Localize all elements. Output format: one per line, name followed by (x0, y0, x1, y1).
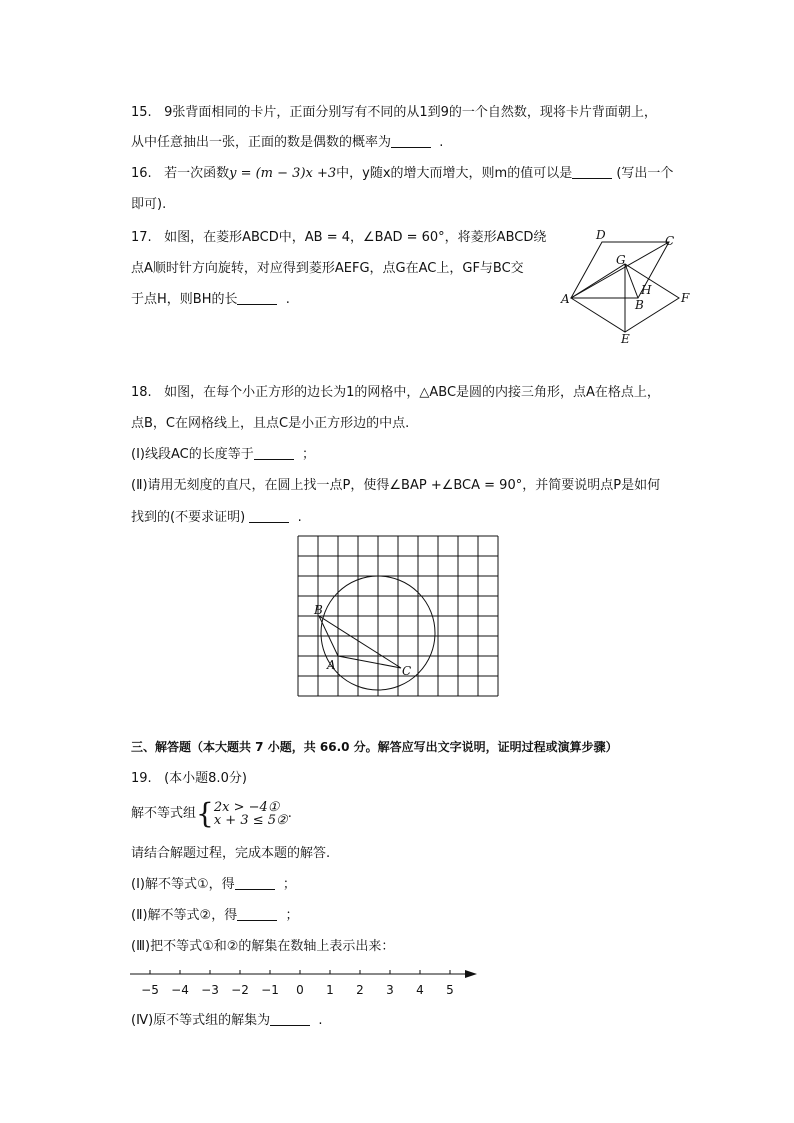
grid-label-c: C (402, 664, 412, 678)
q18-part2-end: . (297, 510, 302, 525)
q17-line2 (131, 260, 524, 278)
axis-tick-label: −4 (171, 983, 189, 997)
q16-text-line2: 即可). (131, 197, 167, 212)
q19-step4 (131, 1012, 323, 1030)
q18-part2-blank[interactable] (249, 510, 289, 523)
q17-end: . (285, 292, 290, 307)
grid-label-a: A (327, 658, 336, 672)
q19-inequality-1: 2x > −4① (213, 800, 280, 815)
q18-part1 (131, 446, 315, 464)
arrow-right-icon (465, 970, 477, 978)
axis-tick-label: −5 (141, 983, 159, 997)
q18-line1 (131, 384, 660, 402)
axis-tick-label: 0 (296, 983, 304, 997)
q17-text-line2: 点A顺时针方向旋转，对应得到菱形AEFG，点G在AC上，GF与BC交 (131, 261, 524, 276)
rhombus-figure (555, 228, 705, 348)
q16-answer-blank[interactable] (572, 166, 612, 179)
q18-part1-end: ； (302, 447, 316, 462)
q15-answer-blank[interactable] (391, 135, 431, 148)
q18-part1-text: (Ⅰ)线段AC的长度等于 (131, 447, 254, 462)
q19-step4-text: (Ⅳ)原不等式组的解集为 (131, 1013, 271, 1028)
q19-number: 19. (131, 771, 152, 786)
q19-step1-text: (Ⅰ)解不等式①，得 (131, 877, 235, 892)
q15-line2 (131, 134, 443, 152)
q19-intro: 解不等式组 (131, 806, 197, 821)
q19-step4-end: . (318, 1013, 323, 1028)
q19-intro-end: . (287, 806, 292, 821)
q15-line1 (131, 104, 657, 122)
q18-part1-blank[interactable] (254, 447, 294, 460)
segment-gb (625, 264, 638, 298)
q19-inequality-2: x + 3 ≤ 5② (213, 813, 288, 828)
q18-number: 18. (131, 385, 152, 400)
q19-score: (本小题8.0分) (164, 771, 247, 786)
grid-circle-figure (290, 530, 505, 702)
q17-line3 (131, 291, 290, 309)
axis-tick-label: −1 (261, 983, 279, 997)
brace-icon: { (196, 797, 214, 830)
q15-text-line2: 从中任意抽出一张，正面的数是偶数的概率为 (131, 135, 392, 150)
label-f: F (681, 291, 690, 305)
q17-text-line1: 如图，在菱形ABCD中，AB = 4，∠BAD = 60°，将菱形ABCD绕 (164, 230, 547, 245)
q17-text-line3: 于点H，则BH的长 (131, 292, 238, 307)
q18-text-line2: 点B，C在网格线上，且点C是小正方形边的中点. (131, 416, 410, 431)
axis-tick-label: 1 (326, 983, 334, 997)
q15-text-line1: 9张背面相同的卡片，正面分别写有不同的从1到9的一个自然数，现将卡片背面朝上， (164, 105, 657, 120)
q19-step1-blank[interactable] (235, 877, 275, 890)
q17-number: 17. (131, 230, 152, 245)
q19-step4-blank[interactable] (270, 1013, 310, 1026)
label-a: A (561, 292, 570, 306)
label-e: E (621, 332, 630, 346)
axis-tick-label: −2 (231, 983, 249, 997)
q18-line2 (131, 415, 409, 433)
q18-text-line1: 如图，在每个小正方形的边长为1的网格中，△ABC是圆的内接三角形，点A在格点上， (164, 385, 660, 400)
q16-line1 (131, 165, 673, 183)
axis-tick-label: 3 (386, 983, 394, 997)
q16-tail: (写出一个 (616, 166, 674, 181)
grid-label-b: B (314, 603, 323, 617)
q19-step2-text: (Ⅱ)解不等式②，得 (131, 908, 238, 923)
q19-step2 (131, 907, 298, 925)
q18-part2-line1 (131, 477, 660, 495)
diagonal-ac (571, 242, 669, 298)
axis-tick-label: −3 (201, 983, 219, 997)
label-b: B (635, 298, 644, 312)
q16-number: 16. (131, 166, 152, 181)
q19-step3: (Ⅲ)把不等式①和②的解集在数轴上表示出来： (131, 939, 395, 954)
q17-line1 (131, 229, 546, 247)
q16-mid: 中，y随x的增大而增大，则m的值可以是 (336, 166, 573, 181)
label-c: C (665, 234, 675, 248)
q18-part2-text-line1: (Ⅱ)请用无刻度的直尺，在圆上找一点P，使得∠BAP +∠BCA = 90°，并简要说明点P是如何 (131, 478, 661, 493)
q16-expression: y = (m − 3)x +3 (229, 166, 337, 181)
axis-tick-label: 2 (356, 983, 364, 997)
q15-number: 15. (131, 105, 152, 120)
q19-instruction: 请结合解题过程，完成本题的解答. (131, 846, 331, 861)
q19-step2-blank[interactable] (237, 908, 277, 921)
number-line (125, 962, 485, 1002)
q19-step1-end: ； (282, 877, 296, 892)
q19-step1 (131, 876, 296, 894)
section3-title: 三、解答题（本大题共 7 小题，共 66.0 分。解答应写出文字说明，证明过程或演算步骤） (131, 740, 618, 754)
q19-system (131, 797, 292, 830)
grid-lines (298, 536, 498, 696)
label-d: D (596, 228, 606, 242)
q18-part2-text-line2: 找到的(不要求证明) (131, 510, 246, 525)
q16-line2 (131, 196, 166, 214)
label-g: G (616, 253, 626, 267)
axis-tick-label: 4 (416, 983, 424, 997)
q19-header (131, 770, 247, 788)
q17-answer-blank[interactable] (237, 292, 277, 305)
label-h: H (641, 283, 652, 297)
q19-step2-end: ； (285, 908, 299, 923)
q16-pre: 若一次函数 (164, 166, 230, 181)
q15-end: . (439, 135, 444, 150)
q18-part2-line2 (131, 509, 302, 527)
axis-tick-label: 5 (446, 983, 454, 997)
